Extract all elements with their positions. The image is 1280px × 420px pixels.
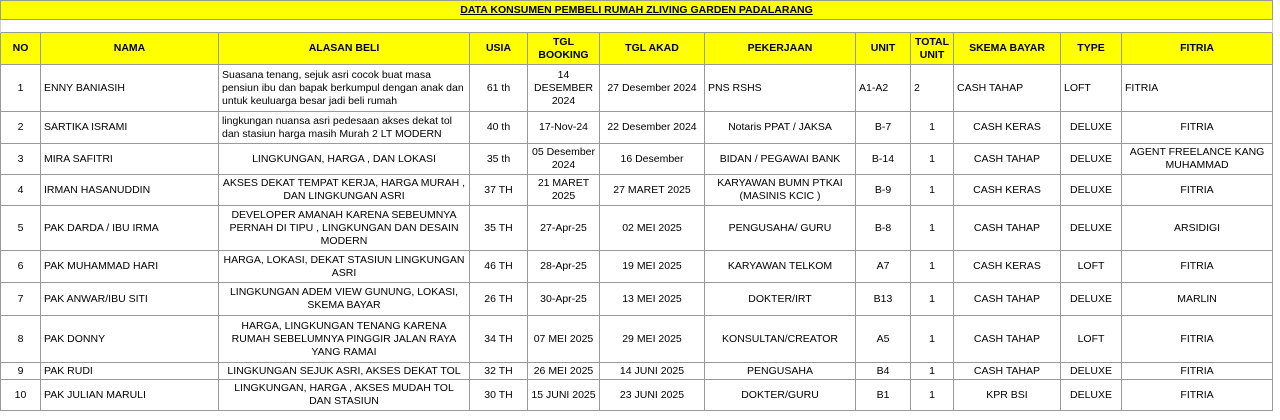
cell-usia[interactable]: 30 TH xyxy=(470,380,528,411)
header-total-unit[interactable]: TOTAL UNIT xyxy=(911,33,954,65)
table-row xyxy=(1,206,1273,251)
table-row xyxy=(1,65,1273,112)
cell-no[interactable]: 8 xyxy=(1,316,41,363)
cell-tgl-akad[interactable]: 27 Desember 2024 xyxy=(600,65,705,112)
table-row xyxy=(1,112,1273,144)
cell-nama[interactable]: PAK ANWAR/IBU SITI xyxy=(41,283,219,316)
cell-nama[interactable]: MIRA SAFITRI xyxy=(41,144,219,175)
cell-pekerjaan[interactable]: BIDAN / PEGAWAI BANK xyxy=(705,144,856,175)
cell-tgl-booking[interactable]: 28-Apr-25 xyxy=(528,251,600,283)
cell-usia[interactable]: 40 th xyxy=(470,112,528,144)
cell-usia[interactable]: 46 TH xyxy=(470,251,528,283)
cell-tgl-akad[interactable]: 14 JUNI 2025 xyxy=(600,363,705,380)
cell-skema-bayar[interactable]: CASH KERAS xyxy=(954,112,1061,144)
cell-total-unit[interactable]: 1 xyxy=(911,283,954,316)
table-row xyxy=(1,175,1273,206)
cell-alasan-beli[interactable]: LINGKUNGAN ADEM VIEW GUNUNG, LOKASI, SKEMA BAYAR xyxy=(219,283,470,316)
cell-fitria[interactable]: FITRIA xyxy=(1122,175,1273,206)
cell-alasan-beli[interactable]: Suasana tenang, sejuk asri cocok buat masa pensiun ibu dan bapak berkumpul dengan anak dan untuk keuluarga besar jadi beli rumah xyxy=(219,65,470,112)
cell-type[interactable]: LOFT xyxy=(1061,251,1122,283)
cell-total-unit[interactable]: 1 xyxy=(911,112,954,144)
cell-total-unit[interactable]: 1 xyxy=(911,363,954,380)
header-unit[interactable]: UNIT xyxy=(856,33,911,65)
cell-usia[interactable]: 61 th xyxy=(470,65,528,112)
cell-tgl-akad[interactable]: 29 MEI 2025 xyxy=(600,316,705,363)
cell-unit[interactable]: B-9 xyxy=(856,175,911,206)
header-tgl-akad[interactable]: TGL AKAD xyxy=(600,33,705,65)
cell-unit[interactable]: B13 xyxy=(856,283,911,316)
cell-no[interactable]: 10 xyxy=(1,380,41,411)
cell-fitria[interactable]: FITRIA xyxy=(1122,380,1273,411)
cell-total-unit[interactable]: 1 xyxy=(911,144,954,175)
empty-row[interactable] xyxy=(1,20,1273,33)
cell-type[interactable]: LOFT xyxy=(1061,65,1122,112)
header-alasan-beli[interactable]: ALASAN BELI xyxy=(219,33,470,65)
cell-usia[interactable]: 37 TH xyxy=(470,175,528,206)
cell-skema-bayar[interactable]: CASH TAHAP xyxy=(954,283,1061,316)
cell-unit[interactable]: B-8 xyxy=(856,206,911,251)
header-usia[interactable]: USIA xyxy=(470,33,528,65)
cell-tgl-akad[interactable]: 13 MEI 2025 xyxy=(600,283,705,316)
table-row xyxy=(1,283,1273,316)
cell-tgl-akad[interactable]: 23 JUNI 2025 xyxy=(600,380,705,411)
cell-alasan-beli[interactable]: DEVELOPER AMANAH KARENA SEBEUMNYA PERNAH DI TIPU , LINGKUNGAN DAN DESAIN MODERN xyxy=(219,206,470,251)
cell-nama[interactable]: PAK DARDA / IBU IRMA xyxy=(41,206,219,251)
cell-total-unit[interactable]: 1 xyxy=(911,175,954,206)
cell-type[interactable]: DELUXE xyxy=(1061,206,1122,251)
cell-unit[interactable]: B-7 xyxy=(856,112,911,144)
cell-pekerjaan[interactable]: PNS RSHS xyxy=(705,65,856,112)
header-nama[interactable]: NAMA xyxy=(41,33,219,65)
header-row xyxy=(1,33,1273,65)
cell-tgl-booking[interactable]: 30-Apr-25 xyxy=(528,283,600,316)
cell-alasan-beli[interactable]: HARGA, LOKASI, DEKAT STASIUN LINGKUNGAN ASRI xyxy=(219,251,470,283)
cell-type[interactable]: DELUXE xyxy=(1061,283,1122,316)
cell-tgl-booking[interactable]: 21 MARET 2025 xyxy=(528,175,600,206)
cell-pekerjaan[interactable]: PENGUSAHA/ GURU xyxy=(705,206,856,251)
cell-alasan-beli[interactable]: LINGKUNGAN SEJUK ASRI, AKSES DEKAT TOL xyxy=(219,363,470,380)
cell-no[interactable]: 6 xyxy=(1,251,41,283)
cell-tgl-booking[interactable]: 15 JUNI 2025 xyxy=(528,380,600,411)
cell-pekerjaan[interactable]: KARYAWAN TELKOM xyxy=(705,251,856,283)
cell-alasan-beli[interactable]: lingkungan nuansa asri pedesaan akses dekat tol dan stasiun harga masih Murah 2 LT MODERN xyxy=(219,112,470,144)
sheet-title[interactable]: DATA KONSUMEN PEMBELI RUMAH ZLIVING GARDEN PADALARANG xyxy=(1,1,1273,20)
cell-tgl-akad[interactable]: 19 MEI 2025 xyxy=(600,251,705,283)
cell-pekerjaan[interactable]: KONSULTAN/CREATOR xyxy=(705,316,856,363)
cell-total-unit[interactable]: 1 xyxy=(911,380,954,411)
cell-no[interactable]: 1 xyxy=(1,65,41,112)
cell-unit[interactable]: A7 xyxy=(856,251,911,283)
cell-tgl-booking[interactable]: 17-Nov-24 xyxy=(528,112,600,144)
cell-nama[interactable]: PAK MUHAMMAD HARI xyxy=(41,251,219,283)
cell-nama[interactable]: IRMAN HASANUDDIN xyxy=(41,175,219,206)
cell-nama[interactable]: ENNY BANIASIH xyxy=(41,65,219,112)
cell-pekerjaan[interactable]: DOKTER/GURU xyxy=(705,380,856,411)
cell-nama[interactable]: PAK JULIAN MARULI xyxy=(41,380,219,411)
cell-type[interactable]: DELUXE xyxy=(1061,380,1122,411)
cell-alasan-beli[interactable]: AKSES DEKAT TEMPAT KERJA, HARGA MURAH , DAN LINGKUNGAN ASRI xyxy=(219,175,470,206)
cell-tgl-akad[interactable]: 27 MARET 2025 xyxy=(600,175,705,206)
cell-skema-bayar[interactable]: CASH TAHAP xyxy=(954,206,1061,251)
cell-usia[interactable]: 35 th xyxy=(470,144,528,175)
header-pekerjaan[interactable]: PEKERJAAN xyxy=(705,33,856,65)
cell-alasan-beli[interactable]: LINGKUNGAN, HARGA , DAN LOKASI xyxy=(219,144,470,175)
cell-pekerjaan[interactable]: PENGUSAHA xyxy=(705,363,856,380)
cell-type[interactable]: LOFT xyxy=(1061,316,1122,363)
cell-unit[interactable]: B4 xyxy=(856,363,911,380)
cell-fitria[interactable]: MARLIN xyxy=(1122,283,1273,316)
cell-fitria[interactable]: FITRIA xyxy=(1122,112,1273,144)
cell-no[interactable]: 3 xyxy=(1,144,41,175)
header-tgl-booking[interactable]: TGL BOOKING xyxy=(528,33,600,65)
cell-tgl-booking[interactable]: 05 Desember 2024 xyxy=(528,144,600,175)
cell-skema-bayar[interactable]: CASH TAHAP xyxy=(954,144,1061,175)
cell-alasan-beli[interactable]: HARGA, LINGKUNGAN TENANG KARENA RUMAH SEBELUMNYA PINGGIR JALAN RAYA YANG RAMAI xyxy=(219,316,470,363)
header-no[interactable]: NO xyxy=(1,33,41,65)
cell-tgl-akad[interactable]: 02 MEI 2025 xyxy=(600,206,705,251)
cell-type[interactable]: DELUXE xyxy=(1061,112,1122,144)
cell-usia[interactable]: 34 TH xyxy=(470,316,528,363)
cell-type[interactable]: DELUXE xyxy=(1061,144,1122,175)
cell-no[interactable]: 7 xyxy=(1,283,41,316)
table-row xyxy=(1,316,1273,363)
cell-fitria[interactable]: AGENT FREELANCE KANG MUHAMMAD xyxy=(1122,144,1273,175)
cell-nama[interactable]: PAK RUDI xyxy=(41,363,219,380)
cell-skema-bayar[interactable]: CASH KERAS xyxy=(954,251,1061,283)
table-row xyxy=(1,144,1273,175)
table-row xyxy=(1,251,1273,283)
cell-type[interactable]: DELUXE xyxy=(1061,363,1122,380)
cell-fitria[interactable]: FITRIA xyxy=(1122,251,1273,283)
cell-pekerjaan[interactable]: KARYAWAN BUMN PTKAI (MASINIS KCIC ) xyxy=(705,175,856,206)
cell-no[interactable]: 5 xyxy=(1,206,41,251)
cell-usia[interactable]: 35 TH xyxy=(470,206,528,251)
cell-nama[interactable]: SARTIKA ISRAMI xyxy=(41,112,219,144)
cell-tgl-booking[interactable]: 07 MEI 2025 xyxy=(528,316,600,363)
cell-tgl-akad[interactable]: 22 Desember 2024 xyxy=(600,112,705,144)
cell-total-unit[interactable]: 1 xyxy=(911,316,954,363)
cell-total-unit[interactable]: 2 xyxy=(911,65,954,112)
cell-unit[interactable]: B1 xyxy=(856,380,911,411)
cell-no[interactable]: 4 xyxy=(1,175,41,206)
cell-total-unit[interactable]: 1 xyxy=(911,206,954,251)
cell-skema-bayar[interactable]: CASH TAHAP xyxy=(954,363,1061,380)
header-skema-bayar[interactable]: SKEMA BAYAR xyxy=(954,33,1061,65)
cell-tgl-booking[interactable]: 26 MEI 2025 xyxy=(528,363,600,380)
cell-unit[interactable]: A1-A2 xyxy=(856,65,911,112)
cell-skema-bayar[interactable]: CASH KERAS xyxy=(954,175,1061,206)
cell-tgl-akad[interactable]: 16 Desember xyxy=(600,144,705,175)
cell-fitria[interactable]: FITRIA xyxy=(1122,363,1273,380)
cell-usia[interactable]: 32 TH xyxy=(470,363,528,380)
cell-tgl-booking[interactable]: 14 DESEMBER 2024 xyxy=(528,65,600,112)
cell-pekerjaan[interactable]: Notaris PPAT / JAKSA xyxy=(705,112,856,144)
table-row xyxy=(1,363,1273,380)
cell-nama[interactable]: PAK DONNY xyxy=(41,316,219,363)
cell-no[interactable]: 2 xyxy=(1,112,41,144)
cell-total-unit[interactable]: 1 xyxy=(911,251,954,283)
cell-skema-bayar[interactable]: KPR BSI xyxy=(954,380,1061,411)
cell-pekerjaan[interactable]: DOKTER/IRT xyxy=(705,283,856,316)
header-fitria[interactable]: FITRIA xyxy=(1122,33,1273,65)
cell-fitria[interactable]: FITRIA xyxy=(1122,65,1273,112)
cell-no[interactable]: 9 xyxy=(1,363,41,380)
cell-skema-bayar[interactable]: CASH TAHAP xyxy=(954,65,1061,112)
cell-unit[interactable]: A5 xyxy=(856,316,911,363)
table-row xyxy=(1,380,1273,411)
cell-unit[interactable]: B-14 xyxy=(856,144,911,175)
cell-fitria[interactable]: ARSIDIGI xyxy=(1122,206,1273,251)
cell-fitria[interactable]: FITRIA xyxy=(1122,316,1273,363)
cell-usia[interactable]: 26 TH xyxy=(470,283,528,316)
header-type[interactable]: TYPE xyxy=(1061,33,1122,65)
cell-alasan-beli[interactable]: LINGKUNGAN, HARGA , AKSES MUDAH TOL DAN STASIUN xyxy=(219,380,470,411)
cell-tgl-booking[interactable]: 27-Apr-25 xyxy=(528,206,600,251)
cell-type[interactable]: DELUXE xyxy=(1061,175,1122,206)
cell-skema-bayar[interactable]: CASH TAHAP xyxy=(954,316,1061,363)
